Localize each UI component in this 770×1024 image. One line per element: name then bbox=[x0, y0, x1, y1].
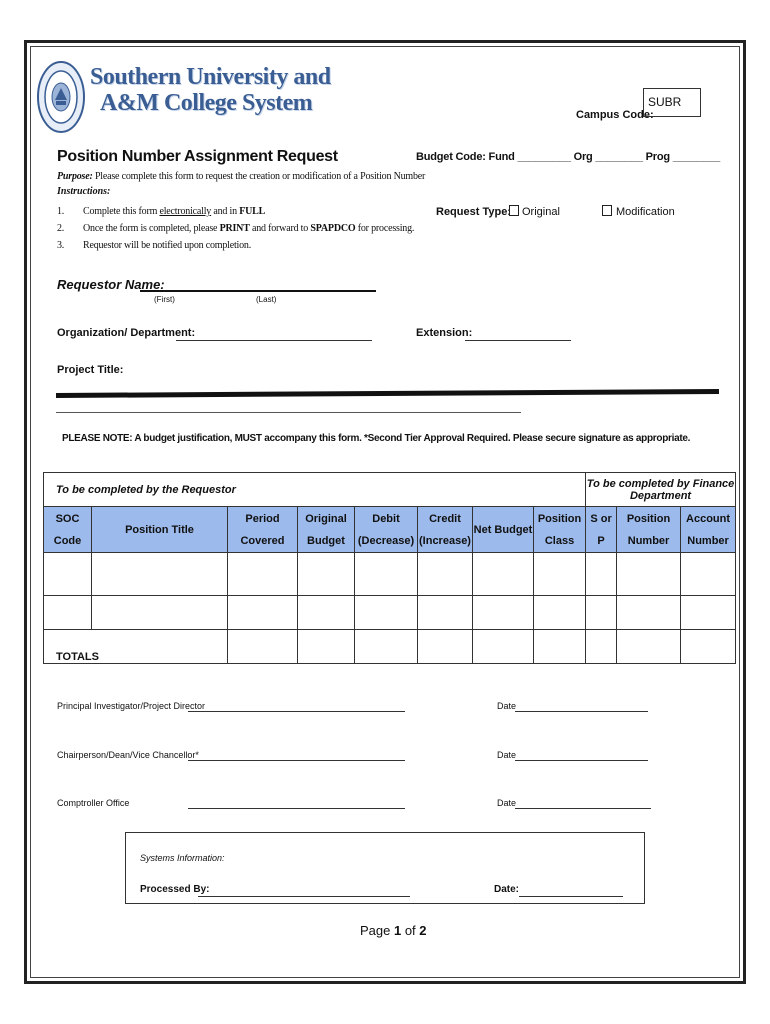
column-header: Position Class bbox=[534, 507, 586, 553]
org-dept-label: Organization/ Department: bbox=[57, 327, 196, 339]
org-name-line1: Southern University and bbox=[90, 64, 331, 90]
organization-name bbox=[90, 64, 331, 116]
processed-by-label: Processed By: bbox=[140, 884, 210, 895]
finance-section-label: To be completed by Finance Department bbox=[586, 473, 736, 507]
column-header: Period Covered bbox=[228, 507, 298, 553]
request-type-label: Request Type: bbox=[436, 206, 511, 218]
original-option-label: Original bbox=[522, 206, 560, 218]
column-header: Net Budget bbox=[473, 507, 534, 553]
instruction-item: 1. Complete this form electronically and in FULL bbox=[57, 206, 266, 217]
chair-date-label: Date bbox=[497, 750, 517, 760]
table-row bbox=[44, 596, 736, 630]
pi-signature-label: Principal Investigator/Project Director bbox=[57, 701, 206, 711]
table-row bbox=[44, 553, 736, 596]
campus-code-field[interactable]: SUBR bbox=[643, 88, 701, 117]
instruction-item: 3. Requestor will be notified upon completion. bbox=[57, 240, 252, 251]
column-header: SOC Code bbox=[44, 507, 92, 553]
column-header: S or P bbox=[586, 507, 617, 553]
extension-field[interactable] bbox=[465, 340, 571, 341]
column-header: Position Number bbox=[617, 507, 681, 553]
budget-code-field[interactable]: Budget Code: Fund _________ Org ________ Prog ________ bbox=[416, 151, 721, 163]
page-number: Page 1 of 2 bbox=[360, 923, 427, 938]
column-header: Position Title bbox=[92, 507, 228, 553]
pi-date-field[interactable] bbox=[515, 711, 648, 712]
instructions-label: Instructions: bbox=[57, 186, 111, 197]
requestor-section-label: To be completed by the Requestor bbox=[44, 473, 586, 507]
chair-date-field[interactable] bbox=[515, 760, 648, 761]
extension-label: Extension: bbox=[416, 327, 473, 339]
position-table bbox=[43, 472, 736, 664]
purpose-text bbox=[57, 171, 425, 182]
form-title: Position Number Assignment Request bbox=[57, 148, 338, 165]
instruction-text: Requestor will be notified upon completion. bbox=[83, 240, 252, 251]
instruction-item: 2. Once the form is completed, please PRINT and forward to SPAPDCO for processing. bbox=[57, 223, 415, 234]
project-title-label: Project Title: bbox=[57, 364, 124, 376]
budget-note: PLEASE NOTE: A budget justification, MUST accompany this form. *Second Tier Approval Required. Please secure signature as appropriate. bbox=[62, 433, 691, 444]
last-name-caption: (Last) bbox=[256, 295, 277, 304]
totals-label: TOTALS bbox=[44, 630, 228, 664]
comptroller-signature-field[interactable] bbox=[188, 808, 405, 809]
totals-row bbox=[44, 630, 736, 664]
comptroller-date-field[interactable] bbox=[515, 808, 651, 809]
column-header: Credit (Increase) bbox=[418, 507, 473, 553]
instruction-text: Once the form is completed, please PRINT and forward to SPAPDCO for processing. bbox=[83, 223, 415, 234]
requestor-name-label: Requestor Name: bbox=[57, 277, 165, 292]
pi-date-label: Date bbox=[497, 701, 517, 711]
processed-by-field[interactable] bbox=[198, 896, 410, 897]
column-header: Original Budget bbox=[298, 507, 355, 553]
column-header: Account Number bbox=[681, 507, 736, 553]
original-checkbox[interactable] bbox=[509, 205, 519, 216]
campus-code-label: Campus Code: bbox=[576, 109, 654, 121]
systems-info-label: Systems Information: bbox=[140, 853, 225, 863]
modification-option-label: Modification bbox=[616, 206, 675, 218]
pi-signature-field[interactable] bbox=[188, 711, 405, 712]
divider bbox=[56, 412, 521, 413]
comptroller-date-label: Date bbox=[497, 798, 517, 808]
requestor-name-field[interactable] bbox=[140, 290, 376, 292]
modification-checkbox[interactable] bbox=[602, 205, 612, 216]
column-header: Debit (Decrease) bbox=[355, 507, 418, 553]
org-dept-field[interactable] bbox=[176, 340, 372, 341]
instruction-text: Complete this form electronically and in FULL bbox=[83, 206, 266, 217]
org-name-line2: A&M College System bbox=[100, 90, 313, 116]
purpose-body: Please complete this form to request the creation or modification of a Position Number bbox=[94, 171, 426, 182]
first-name-caption: (First) bbox=[154, 295, 175, 304]
chair-signature-field[interactable] bbox=[188, 760, 405, 761]
comptroller-label: Comptroller Office bbox=[57, 798, 130, 808]
processed-date-label: Date: bbox=[494, 884, 520, 895]
processed-date-field[interactable] bbox=[519, 896, 623, 897]
purpose-label: Purpose: bbox=[57, 171, 93, 182]
chair-signature-label: Chairperson/Dean/Vice Chancellor* bbox=[57, 750, 199, 760]
university-seal-icon bbox=[36, 60, 86, 134]
